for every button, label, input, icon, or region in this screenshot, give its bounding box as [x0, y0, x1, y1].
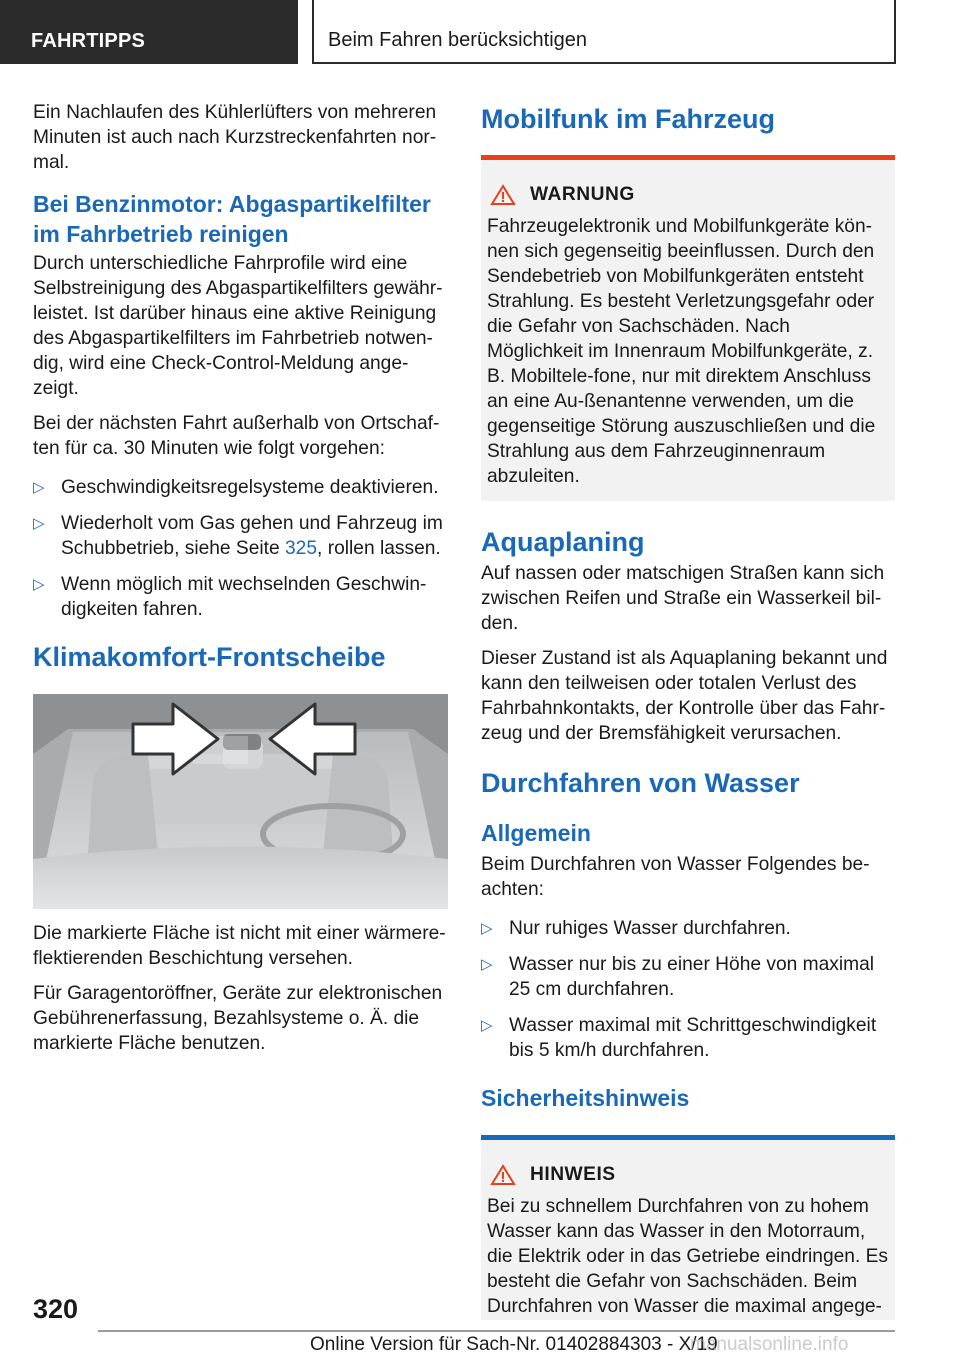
gpf-heading: Bei Benzinmotor: Abgaspartikelfilter im Fahrbetrieb reinigen [33, 191, 431, 247]
list-item-text: Wenn möglich mit wechselnden Geschwin-digkeiten fahren. [61, 574, 427, 620]
general-heading: Allgemein [481, 820, 591, 846]
list-item [481, 916, 895, 941]
page-number: 320 [33, 1294, 79, 1324]
list-item [33, 511, 448, 561]
section-tab: FAHRTIPPS [0, 0, 298, 64]
gpf-steps-list [33, 475, 448, 622]
windshield-heading: Klimakomfort-Frontscheibe [33, 642, 386, 672]
list-item-text: Wiederholt vom Gas gehen und Fahrzeug im Schubbetrieb, siehe Seite [61, 513, 443, 559]
warning-title-row [481, 160, 895, 206]
water-steps-list [481, 916, 895, 1063]
footer-divider [98, 1330, 895, 1332]
list-item [33, 572, 448, 622]
triangle-bullet-icon: ▷ [481, 1017, 493, 1034]
triangle-bullet-icon: ▷ [33, 479, 45, 496]
subsection-tab: Beim Fahren berücksichtigen [312, 0, 896, 64]
list-item-text: Wasser maximal mit Schrittgeschwindigkeit bis 5 km/h durchfahren. [509, 1015, 877, 1061]
notice-title-row [481, 1140, 895, 1186]
footer-online-version: Online Version für Sach-Nr. 01402884303 - X/19 [310, 1334, 718, 1355]
notice-box [481, 1135, 895, 1320]
windshield-caption: Die markierte Fläche ist nicht mit einer wärmere-flektierenden Beschichtung versehen. [33, 923, 446, 969]
warning-title: WARNUNG [530, 184, 635, 205]
aquaplaning-heading: Aquaplaning [481, 527, 645, 557]
aquaplaning-paragraph-2: Dieser Zustand ist als Aquaplaning bekannt und kann den teilweisen oder totalen Verlust des Fahrbahnkontakts, der Kontrolle über das Fahr-zeug und der Bremsfähigkeit verursachen. [481, 648, 888, 744]
warning-text: Fahrzeugelektronik und Mobilfunkgeräte kön-nen sich gegenseitig beeinflussen. Durch den Sendebetrieb von Mobilfunkgeräten entsteht Strahlung. Es besteht Verletzungsgefahr oder die Gefahr von Sachschäden. Nach Möglichkeit im Innenraum Mobilfunkgeräte, z. B. Mobiltele-fone, nur mit direktem Anschluss an eine Au-ßenantenne verwenden, um die gegenseitige Störung auszuschließen und die Strahlung aus dem Fahrzeuginnenraum abzuleiten. [487, 216, 876, 487]
warning-box [481, 155, 895, 501]
windshield-paragraph-2: Für Garagentoröffner, Geräte zur elektronischen Gebührenerfassung, Bezahlsysteme o. Ä. die markierte Fläche benutzen. [33, 983, 443, 1054]
triangle-bullet-icon: ▷ [33, 576, 45, 593]
windshield-illustration [33, 694, 448, 909]
gpf-paragraph-2: Bei der nächsten Fahrt außerhalb von Ortschaf-ten für ca. 30 Minuten wie folgt vorgehen: [33, 413, 440, 459]
list-item [33, 475, 448, 500]
water-heading: Durchfahren von Wasser [481, 768, 800, 798]
warning-triangle-icon [490, 1164, 516, 1186]
left-column [33, 100, 448, 1066]
notice-text: Bei zu schnellem Durchfahren von zu hohem Wasser kann das Wasser in den Motorraum, die Elektrik oder in das Getriebe eindringen. Es besteht die Gefahr von Sachschäden. Beim Durchfahren von Wasser die maximal angege- [487, 1196, 889, 1317]
right-column [481, 100, 895, 1320]
warning-triangle-icon [490, 184, 516, 206]
aquaplaning-paragraph-1: Auf nassen oder matschigen Straßen kann sich zwischen Reifen und Straße ein Wasserkeil bil-den. [481, 563, 885, 634]
notice-title: HINWEIS [530, 1164, 616, 1185]
triangle-bullet-icon: ▷ [481, 956, 493, 973]
list-item-text: , rollen lassen. [317, 538, 441, 559]
intro-paragraph: Ein Nachlaufen des Kühlerlüfters von mehreren Minuten ist auch nach Kurzstreckenfahrten nor-mal. [33, 102, 437, 173]
list-item [481, 952, 895, 1002]
list-item-text: Wasser nur bis zu einer Höhe von maximal 25 cm durchfahren. [509, 954, 875, 1000]
list-item-text: Geschwindigkeitsregelsysteme deaktivieren. [61, 477, 439, 498]
list-item [481, 1013, 895, 1063]
triangle-bullet-icon: ▷ [33, 515, 45, 532]
triangle-bullet-icon: ▷ [481, 920, 493, 937]
safety-heading: Sicherheitshinweis [481, 1085, 690, 1111]
list-item-text: Nur ruhiges Wasser durchfahren. [509, 918, 791, 939]
mobile-heading: Mobilfunk im Fahrzeug [481, 104, 775, 134]
watermark: manualsonline.info [690, 1334, 849, 1355]
gpf-paragraph-1: Durch unterschiedliche Fahrprofile wird eine Selbstreinigung des Abgaspartikelfilters gewähr-leistet. Ist darüber hinaus eine aktive Reinigung des Abgaspartikelfilters im Fahrbetrieb notwen-dig, wird eine Check-Control-Meldung ange-zeigt. [33, 253, 443, 399]
page-link[interactable]: 325 [285, 538, 318, 559]
general-paragraph: Beim Durchfahren von Wasser Folgendes be-achten: [481, 854, 870, 900]
